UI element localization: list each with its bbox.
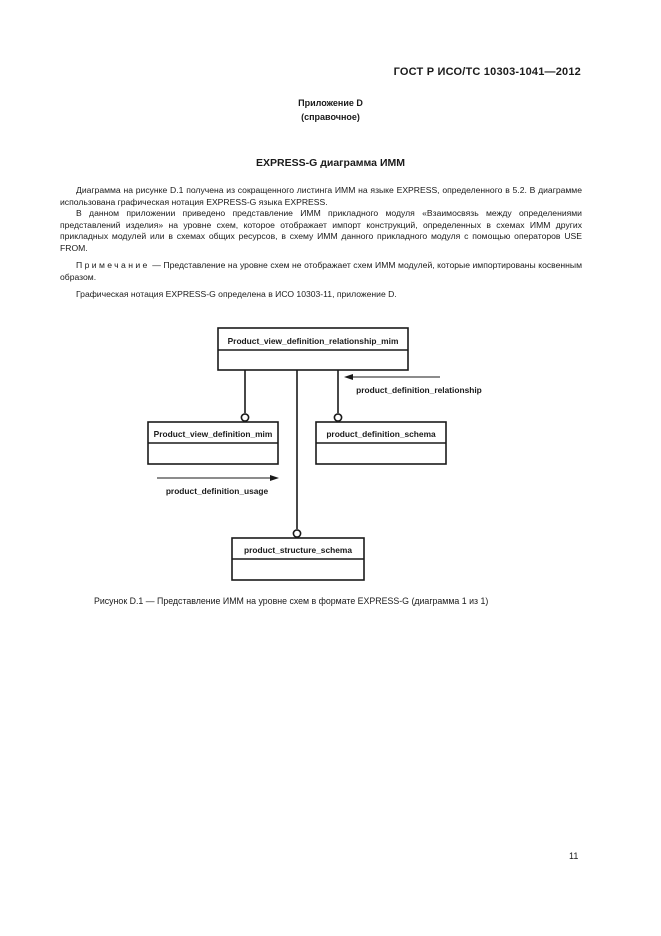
relationship-arrow-head [344,374,353,380]
annex-title: Приложение D [298,98,363,108]
connector-right-end-circle [334,414,341,421]
figure-caption: Рисунок D.1 — Представление ИММ на уровне схем в формате EXPRESS-G (диаграмма 1 из 1) [94,596,489,606]
schema-label-top: Product_view_definition_relationship_mim [227,336,399,346]
usage-arrow-label: product_definition_usage [165,486,269,496]
paragraph-2: В данном приложении приведено представление ИММ прикладного модуля «Взаимосвязь между определениями представлений изделия» на уровне схем, которое отображает импорт конструкций, определенных в схемах ИММ других прикладных модулей или в схемах общих ресурсов, в схему ИММ данного прикладного модуля с помощью операторов USE FROM. [60,208,582,253]
connector-left-end-circle [241,414,248,421]
annex-subtitle: (справочное) [301,112,360,122]
paragraph-1: Диаграмма на рисунке D.1 получена из сокращенного листинга ИММ на языке EXPRESS, определенного в 5.2. В диаграмме использована графическая нотация EXPRESS-G языка EXPRESS. [60,185,582,207]
page-number: 11 [569,851,579,861]
schema-box-top [218,328,408,370]
usage-arrow-head [270,475,279,481]
relationship-arrow-label: product_definition_relationship [356,385,482,395]
section-title: EXPRESS-G диаграмма ИММ [256,157,405,169]
note-text: — Представление на уровне схем не отображает схем ИММ модулей, которые импортированы косвенным образом. [60,260,582,282]
connector-bottom-end-circle [293,530,300,537]
note-label: Примечание [76,260,150,270]
schema-label-bottom: product_structure_schema [244,545,352,555]
paragraph-3: Графическая нотация EXPRESS-G определена в ИСО 10303-11, приложение D. [76,289,397,299]
schema-label-right: product_definition_schema [326,429,436,439]
schema-label-left: Product_view_definition_mim [153,429,273,439]
document-code: ГОСТ Р ИСО/ТС 10303-1041—2012 [393,66,581,78]
